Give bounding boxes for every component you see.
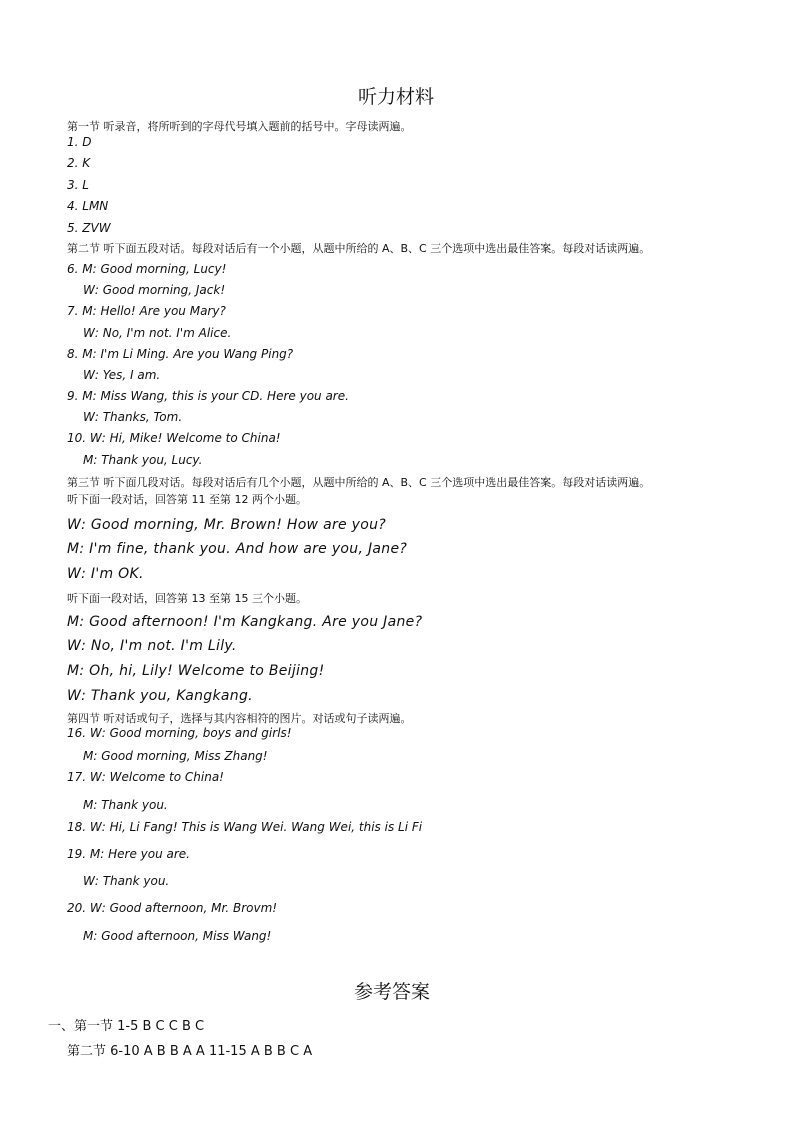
list-item: 4. LMN: [67, 199, 109, 213]
list-item: 1. D: [67, 135, 92, 149]
list-item: 5. ZVW: [67, 221, 111, 235]
dialogue-line: W: Thank you, Kangkang.: [67, 688, 253, 704]
list-item: 8. M: I'm Li Ming. Are you Wang Ping?: [67, 347, 294, 361]
page-title: 听力材料: [358, 86, 435, 108]
list-item: W: No, I'm not. I'm Alice.: [83, 326, 232, 340]
list-item: W: Yes, I am.: [83, 368, 161, 382]
answer-line: 第二节 6-10 A B B A A 11-15 A B B C A: [67, 1044, 313, 1059]
section2-header: 第二节 听下面五段对话。每段对话后有一个小题，从题中所给的 A、B、C 三个选项中选出最佳答案。每段对话读两遍。: [67, 242, 651, 255]
section3-subheader: 听下面一段对话，回答第 11 至第 12 两个小题。: [67, 493, 307, 506]
list-item: 19. M: Here you are.: [67, 847, 190, 861]
section3-subheader: 听下面一段对话，回答第 13 至第 15 三个小题。: [67, 592, 307, 605]
list-item: 17. W: Welcome to China!: [67, 770, 224, 784]
list-item: M: Thank you.: [83, 798, 168, 812]
section4-header: 第四节 听对话或句子，选择与其内容相符的图片。对话或句子读两遍。: [67, 712, 412, 725]
section1-header: 第一节 听录音，将所听到的字母代号填入题前的括号中。字母读两遍。: [67, 120, 412, 133]
list-item: 7. M: Hello! Are you Mary?: [67, 304, 226, 318]
dialogue-line: M: Oh, hi, Lily! Welcome to Beijing!: [67, 663, 325, 679]
dialogue-line: W: I'm OK.: [67, 566, 144, 582]
dialogue-line: M: Good afternoon! I'm Kangkang. Are you Jane?: [67, 614, 423, 630]
list-item: 20. W: Good afternoon, Mr. Brovm!: [67, 901, 278, 915]
dialogue-line: M: I'm fine, thank you. And how are you, Jane?: [67, 541, 408, 557]
list-item: W: Thank you.: [83, 874, 170, 888]
list-item: 3. L: [67, 178, 89, 192]
list-item: W: Good morning, Jack!: [83, 283, 226, 297]
list-item: M: Good morning, Miss Zhang!: [83, 749, 268, 763]
list-item: 10. W: Hi, Mike! Welcome to China!: [67, 431, 281, 445]
list-item: 18. W: Hi, Li Fang! This is Wang Wei. Wang Wei, this is Li Fi: [67, 820, 423, 834]
list-item: 16. W: Good morning, boys and girls!: [67, 726, 292, 740]
list-item: W: Thanks, Tom.: [83, 410, 183, 424]
section3-header: 第三节 听下面几段对话。每段对话后有几个小题，从题中所给的 A、B、C 三个选项中选出最佳答案。每段对话读两遍。: [67, 476, 651, 489]
list-item: 9. M: Miss Wang, this is your CD. Here you are.: [67, 389, 349, 403]
list-item: M: Thank you, Lucy.: [83, 453, 203, 467]
dialogue-line: W: No, I'm not. I'm Lily.: [67, 638, 237, 654]
answer-title: 参考答案: [354, 981, 431, 1003]
answer-line: 一、第一节 1-5 B C C B C: [48, 1019, 205, 1034]
list-item: 6. M: Good morning, Lucy!: [67, 262, 227, 276]
dialogue-line: W: Good morning, Mr. Brown! How are you?: [67, 517, 387, 533]
list-item: 2. K: [67, 156, 91, 170]
list-item: M: Good afternoon, Miss Wang!: [83, 929, 272, 943]
